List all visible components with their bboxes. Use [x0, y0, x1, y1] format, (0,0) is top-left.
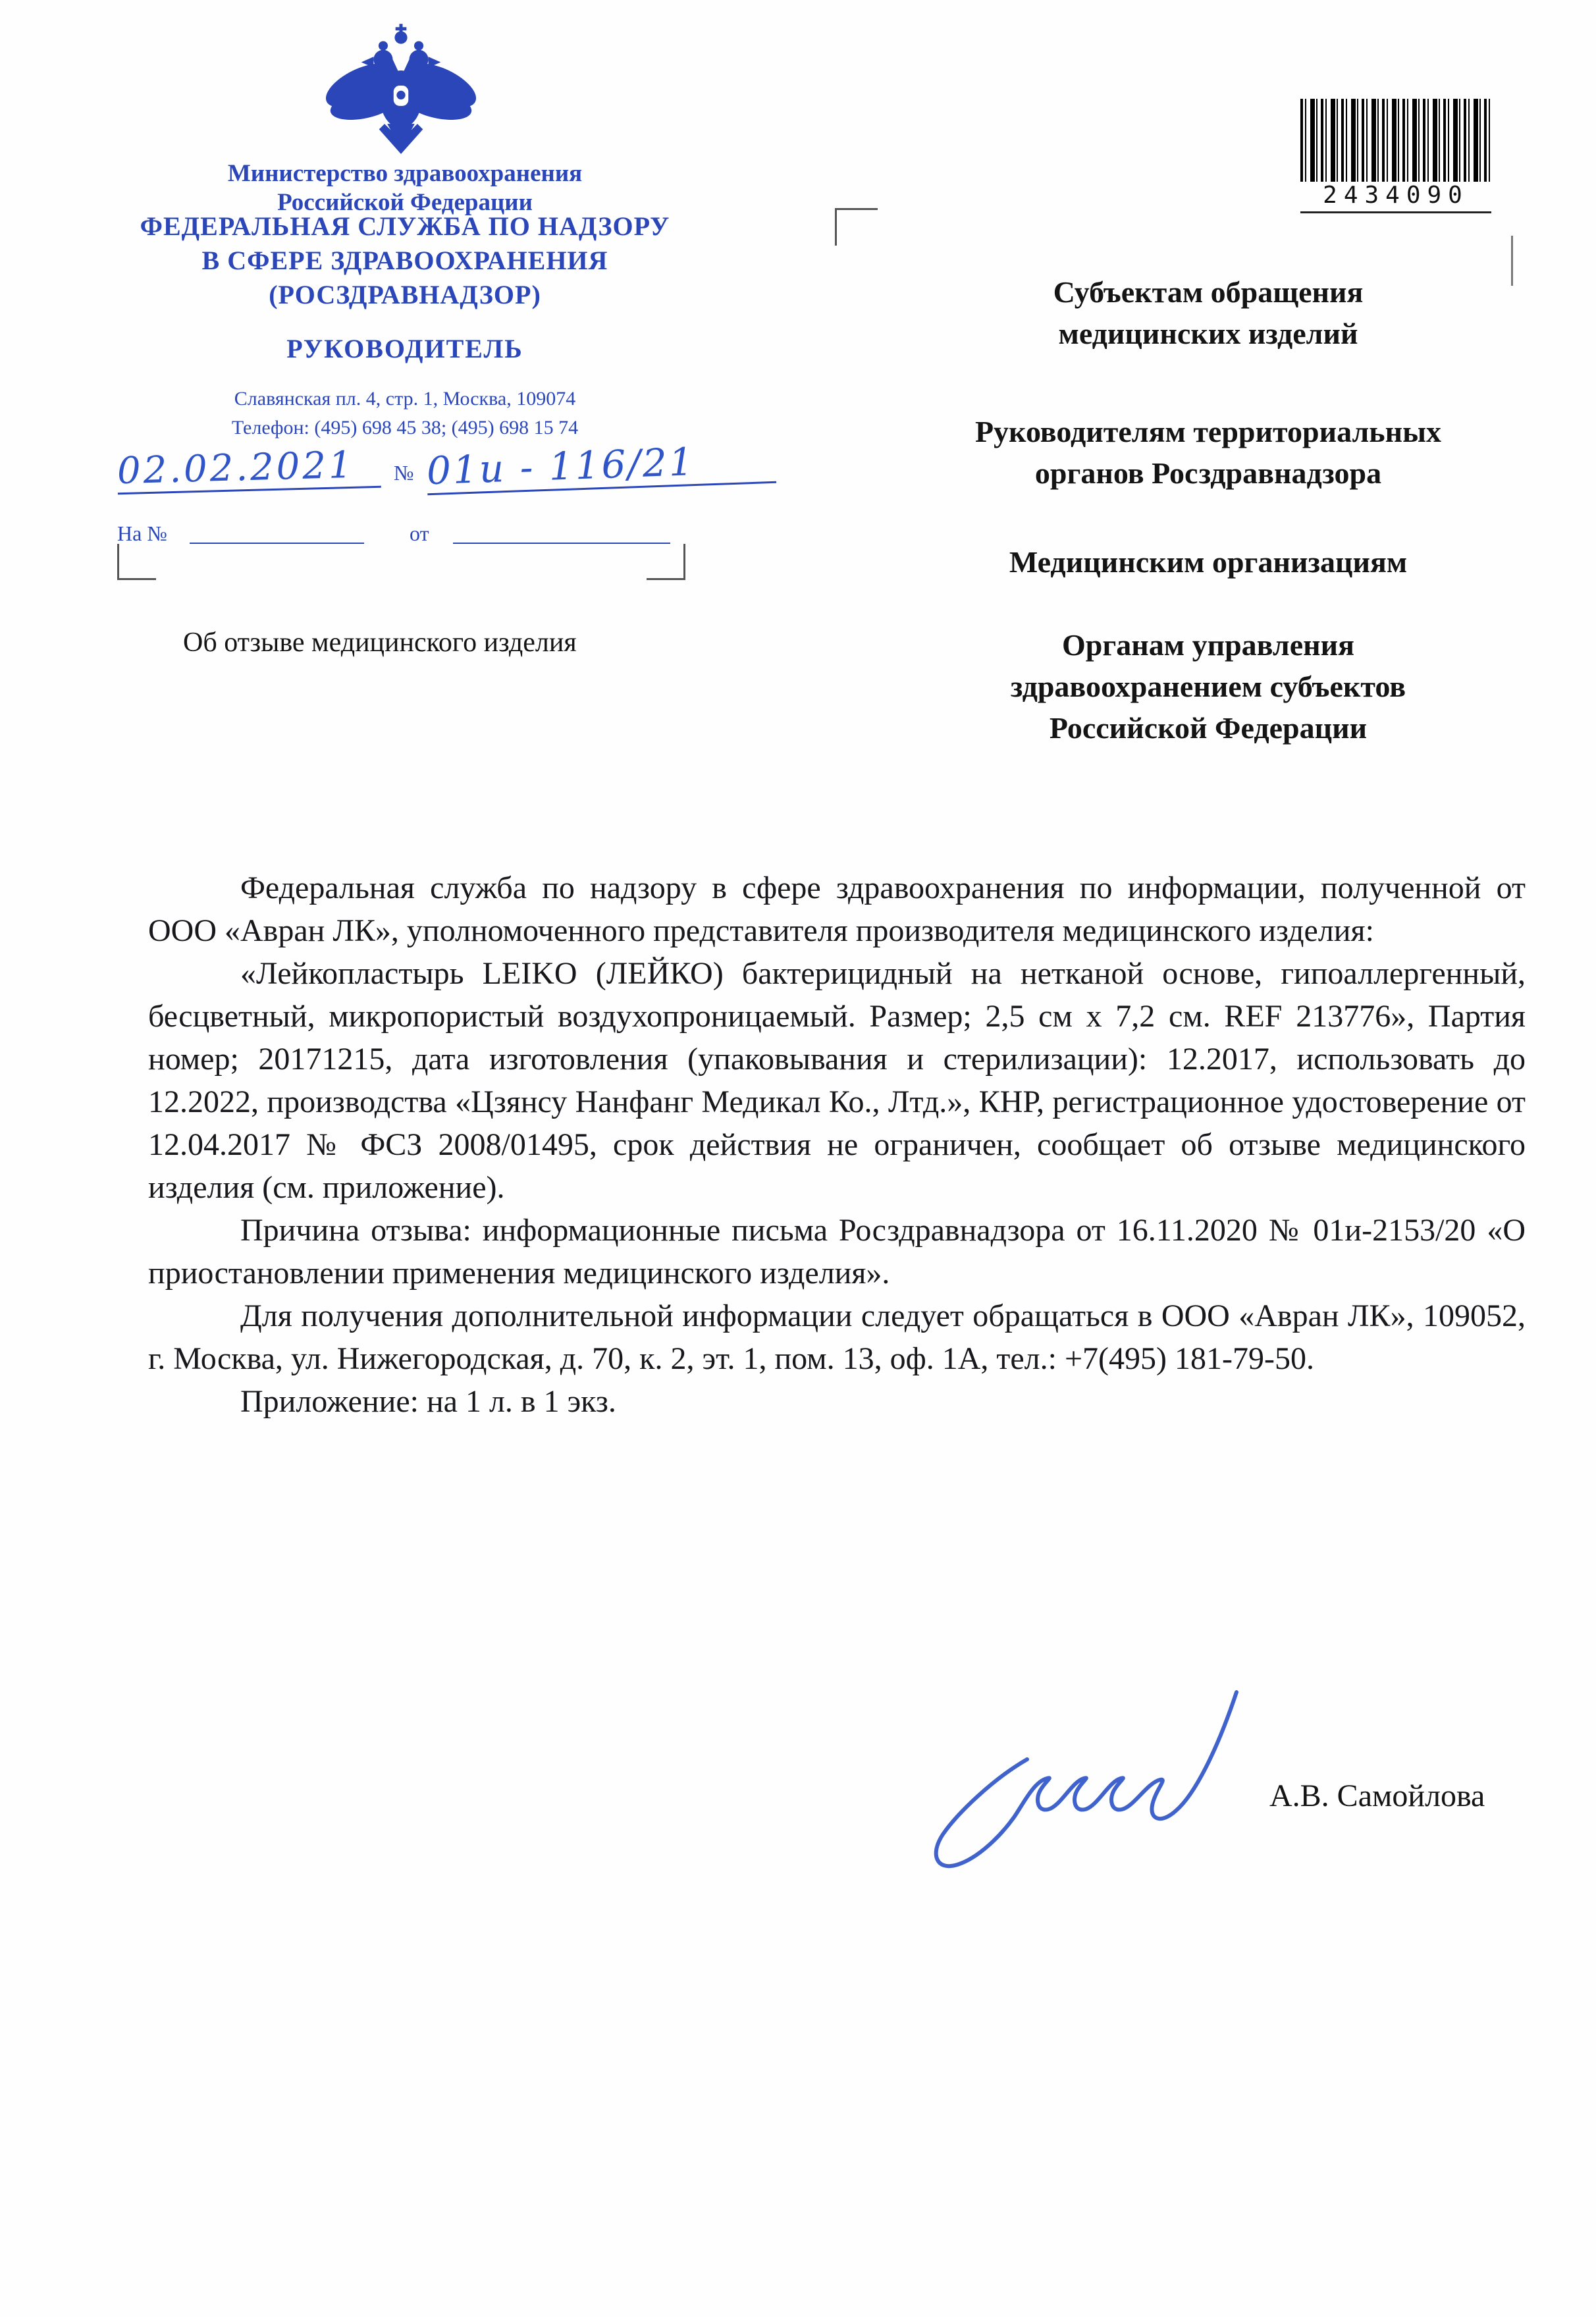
postal-address: Славянская пл. 4, стр. 1, Москва, 109074 [234, 388, 576, 410]
handwritten-number: 01и - 116/21 [426, 437, 776, 495]
handwritten-signature [907, 1672, 1289, 1896]
form-line [190, 541, 364, 544]
number-sign: № [394, 461, 414, 485]
service-line: В СФЕРЕ ЗДРАВООХРАНЕНИЯ [201, 246, 608, 275]
barcode-digits: 2434090 [1300, 182, 1491, 213]
ministry-line: Российской Федерации [277, 189, 533, 216]
role-title: РУКОВОДИТЕЛЬ [286, 334, 523, 363]
service-line: (РОСЗДРАВНАДЗОР) [269, 280, 541, 309]
addressee-line: Руководителям территориальных [974, 415, 1442, 448]
addressee-block [816, 271, 1596, 354]
ref-no-label: На № [117, 521, 167, 545]
contact-block [112, 385, 698, 442]
corner-mark [117, 544, 156, 580]
addressee-line: органов Росздравнадзора [1034, 456, 1382, 490]
addressee-line: Медицинским организациям [1009, 545, 1408, 579]
signature-stroke [936, 1692, 1237, 1866]
addressee-line: Органам управления [1061, 628, 1355, 662]
outgoing-number-row [112, 439, 698, 502]
coat-of-arms-icon [319, 20, 483, 157]
letter-body [148, 866, 1526, 1423]
service-line: ФЕДЕРАЛЬНАЯ СЛУЖБА ПО НАДЗОРУ [140, 211, 670, 241]
addressee-line: медицинских изделий [1058, 317, 1358, 350]
body-paragraph: Причина отзыва: информационные письма Росздравнадзора от 16.11.2020 № 01и-2153/20 «О приостановлении применения медицинского изделия». [148, 1213, 1526, 1291]
addressee-line: здравоохранением субъектов [1010, 670, 1406, 703]
reference-row [112, 521, 698, 554]
barcode-bars-icon [1300, 99, 1491, 182]
addressee-block [816, 411, 1596, 494]
signer-name: А.В. Самойлова [1269, 1778, 1485, 1813]
addressee-block [816, 541, 1596, 583]
corner-mark [835, 208, 878, 246]
addressee-line: Субъектам обращения [1053, 275, 1364, 309]
ministry-name [112, 159, 698, 217]
corner-mark [647, 544, 685, 580]
addressee-block [816, 624, 1596, 749]
ministry-line: Министерство здравоохранения [227, 160, 583, 187]
body-paragraph: Для получения дополнительной информации следует обращаться в ООО «Авран ЛК», 109052, г. Москва, ул. Нижегородская, д. 70, к. 2, эт. 1, пом. 13, оф. 1А, тел.: +7(495) 181-79-50. [148, 1298, 1526, 1376]
barcode [1300, 99, 1491, 213]
subject-line: Об отзыве медицинского изделия [183, 627, 577, 658]
body-paragraph: Федеральная служба по надзору в сфере здравоохранения по информации, полученной от ООО «Авран ЛК», уполномоченного представителя производителя медицинского изделия: [148, 870, 1526, 948]
attachment-line: Приложение: на 1 л. в 1 экз. [240, 1384, 616, 1419]
service-name [112, 209, 698, 312]
body-paragraph: «Лейкопластырь LEIKO (ЛЕЙКО) бактерицидный на нетканой основе, гипоаллергенный, бесцветный, микропористый воздухопроницаемый. Размер; 2,5 см х 7,2 см. REF 213776», Партия номер; 20171215, дата изготовления (упаковывания и стерилизации): 12.2017, использовать до 12.2022, производства «Цзянсу Нанфанг Медикал Ко., Лтд.», КНР, регистрационное удостоверение от 12.04.2017 № ФСЗ 2008/01495, срок действия не ограничен, сообщает об отзыве медицинского изделия (см. приложение). [148, 956, 1526, 1205]
form-line [453, 541, 670, 544]
ref-from-label: от [410, 521, 429, 545]
addressee-line: Российской Федерации [1049, 711, 1368, 745]
handwritten-date: 02.02.2021 [117, 443, 381, 494]
phone-numbers: Телефон: (495) 698 45 38; (495) 698 15 74 [231, 417, 579, 439]
